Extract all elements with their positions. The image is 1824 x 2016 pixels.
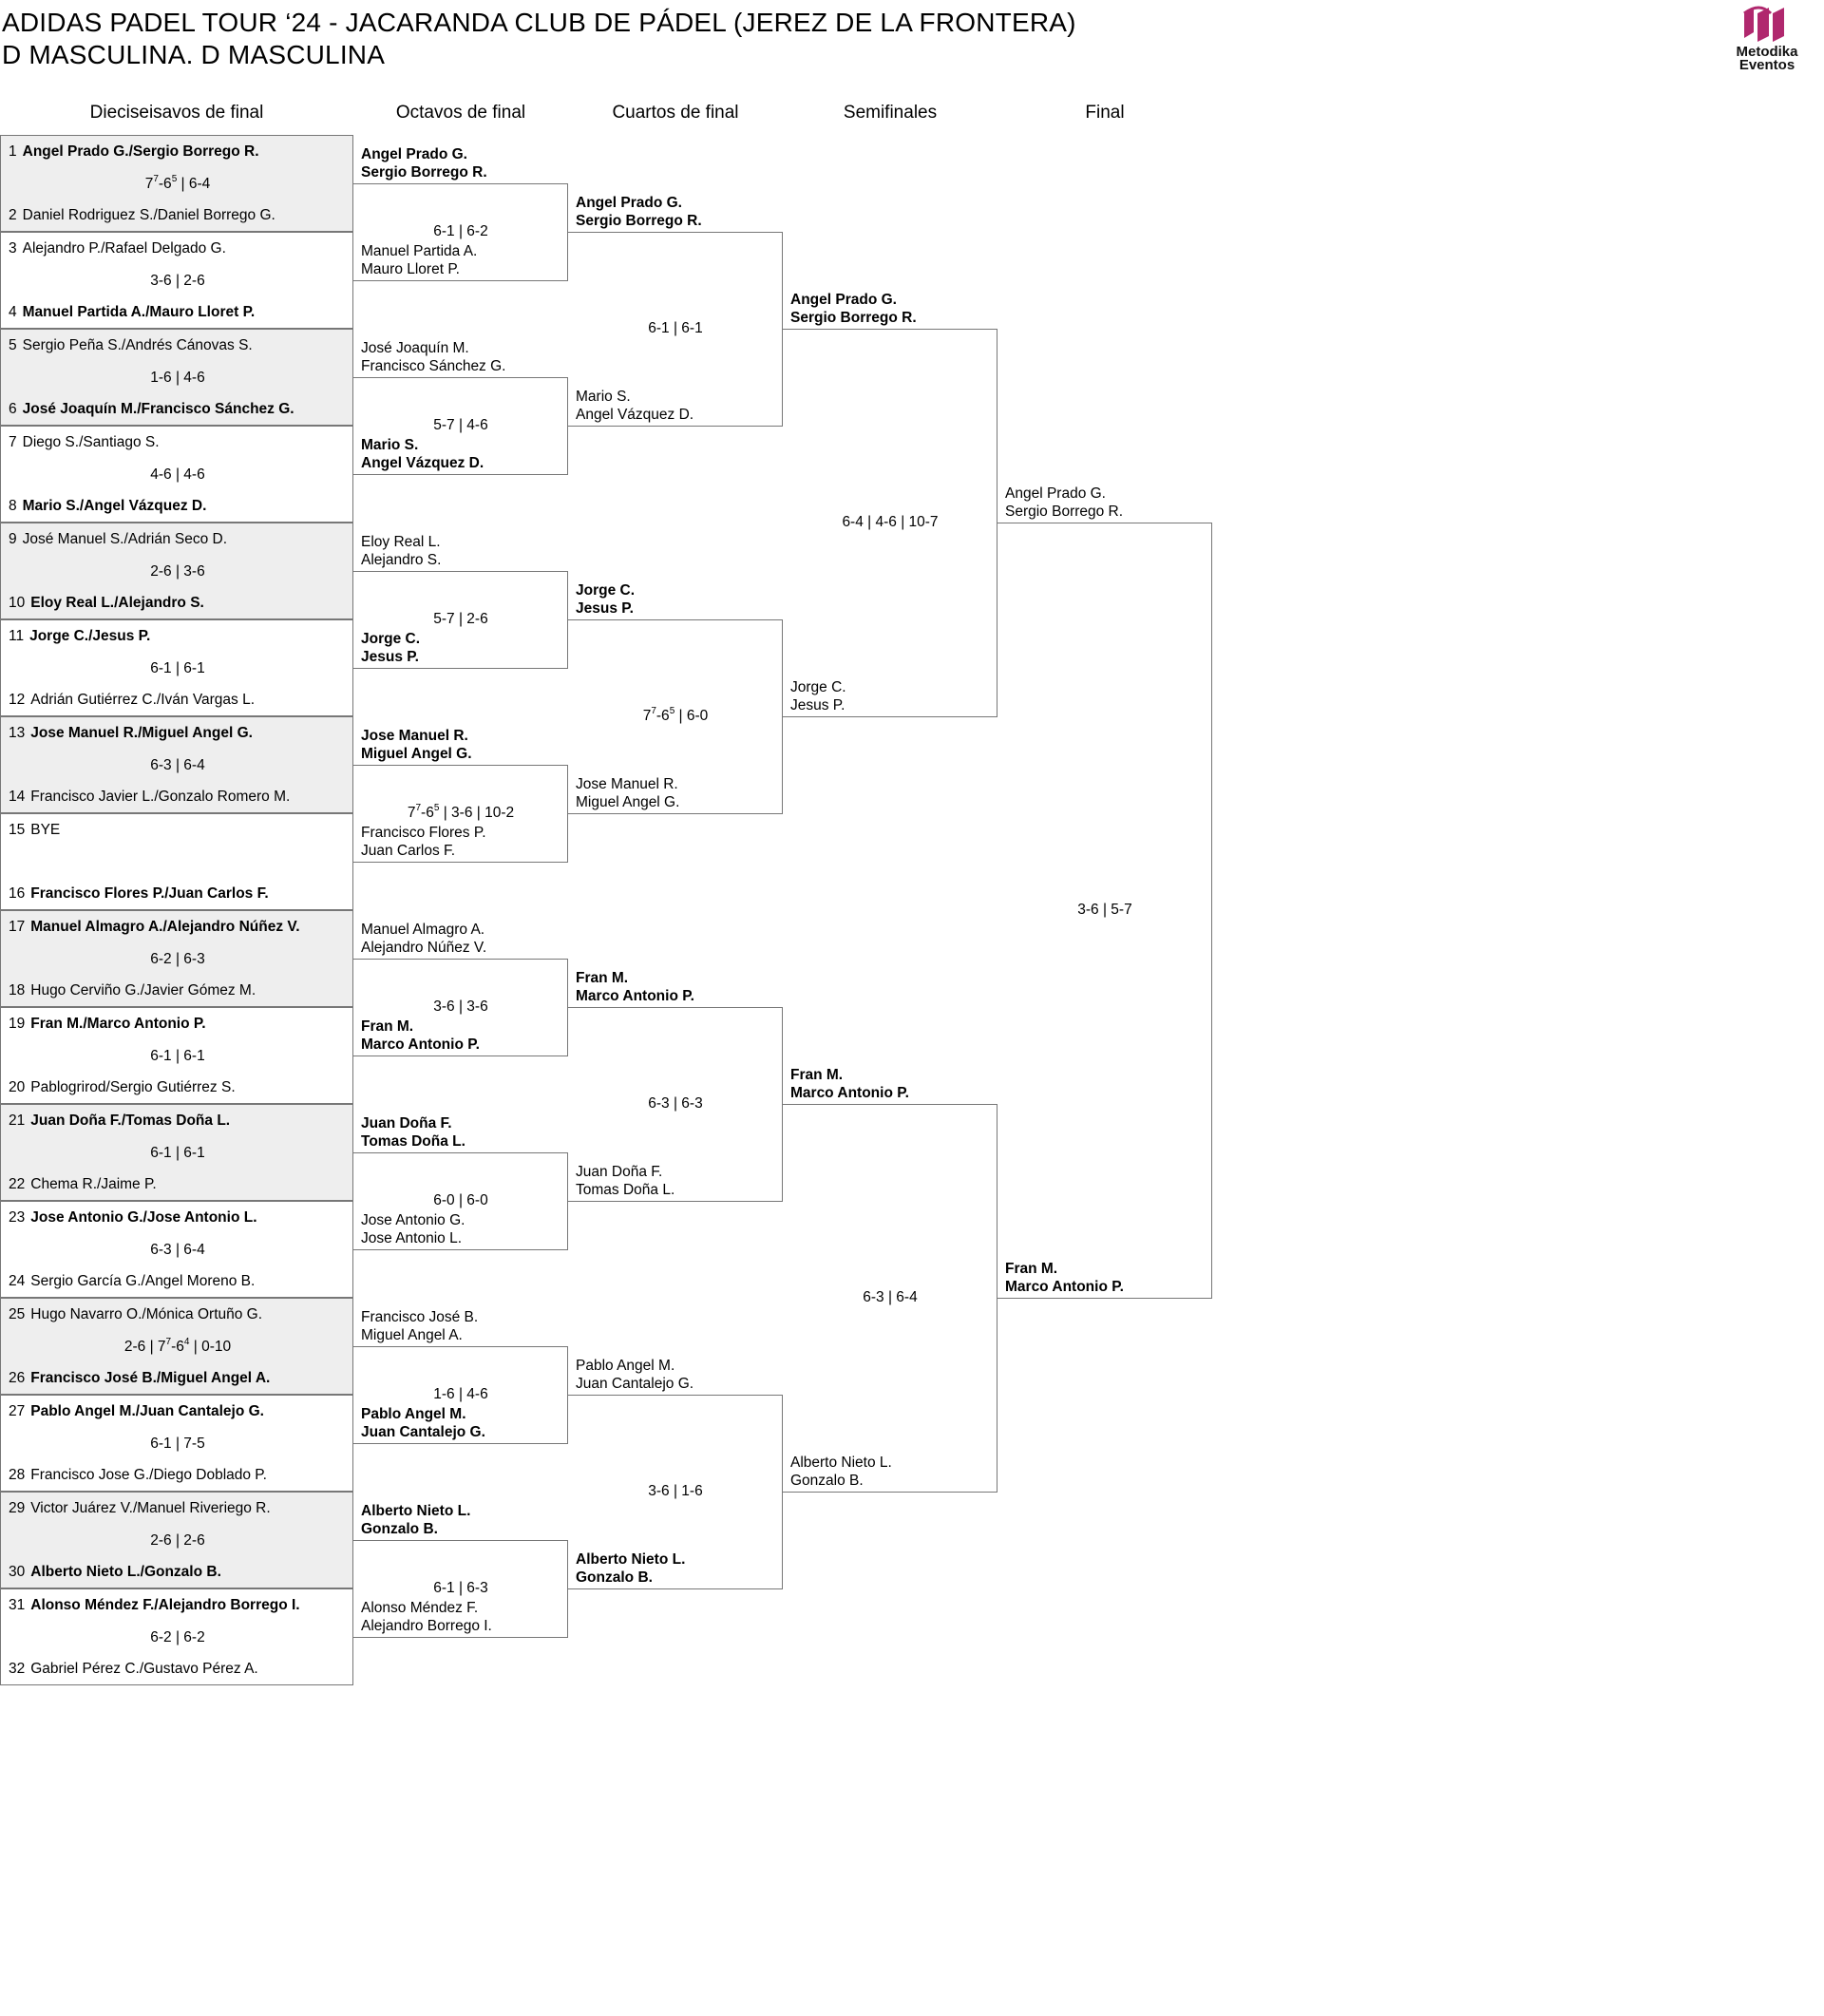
match-score: 6-1 | 6-1 (150, 1145, 205, 1161)
team-name[interactable]: Alejandro P./Rafael Delgado G. (22, 240, 226, 257)
match-r1-10 (0, 1007, 353, 1104)
team-top-line[interactable] (9, 240, 226, 257)
team-bottom-line[interactable] (9, 885, 269, 903)
team-name[interactable]: Mario S./Angel Vázquez D. (22, 498, 207, 514)
team-name[interactable]: Adrián Gutiérrez C./Iván Vargas L. (30, 692, 256, 708)
player-name[interactable]: Juan Doña F. (361, 1115, 452, 1132)
player-name[interactable]: Alejandro Borrego I. (361, 1618, 492, 1634)
player-name[interactable]: Sergio Borrego R. (1005, 504, 1124, 520)
round-header-5: Final (1085, 103, 1125, 123)
player-name[interactable]: José Joaquín M. (361, 340, 469, 356)
player-name[interactable]: Jose Manuel R. (576, 776, 678, 792)
seed-number: 29 (9, 1500, 26, 1516)
team-name[interactable]: Francisco Flores P./Juan Carlos F. (30, 885, 269, 902)
team-name[interactable]: Manuel Partida A./Mauro Lloret P. (22, 304, 256, 320)
player-name[interactable]: Juan Cantalejo G. (361, 1424, 485, 1440)
team-name[interactable]: Victor Juárez V./Manuel Riveriego R. (30, 1500, 271, 1516)
match-score-r2: 6-1 | 6-2 (433, 223, 488, 239)
seed-number: 9 (9, 531, 17, 547)
match-r1-12 (0, 1201, 353, 1298)
seed-number: 3 (9, 240, 17, 257)
player-name[interactable]: Gonzalo B. (790, 1473, 864, 1489)
match-score: 6-1 | 7-5 (150, 1436, 205, 1452)
team-top-line[interactable] (9, 725, 253, 742)
match-score-r4: 6-3 | 6-4 (863, 1289, 918, 1305)
match-r1-11 (0, 1104, 353, 1201)
match-r1-2 (0, 232, 353, 329)
seed-number: 22 (9, 1176, 26, 1192)
player-name[interactable]: Angel Vázquez D. (576, 407, 694, 423)
player-name[interactable]: Alejandro Núñez V. (361, 940, 487, 956)
match-score-r3: 6-1 | 6-1 (648, 320, 703, 336)
round-header-1: Dieciseisavos de final (89, 103, 264, 123)
match-score-r2: 5-7 | 4-6 (433, 417, 488, 433)
player-name[interactable]: Mario S. (576, 389, 631, 405)
player-name[interactable]: Pablo Angel M. (576, 1358, 675, 1374)
team-name[interactable]: Diego S./Santiago S. (22, 434, 160, 450)
team-top-line[interactable] (9, 531, 227, 548)
seed-number: 7 (9, 434, 17, 450)
team-top-r2[interactable] (361, 533, 441, 569)
team-bottom-line[interactable] (9, 595, 204, 612)
player-name[interactable]: Angel Vázquez D. (361, 455, 484, 471)
team-top-line[interactable] (9, 1209, 257, 1227)
player-name[interactable]: Pablo Angel M. (361, 1406, 466, 1422)
match-r1-9 (0, 910, 353, 1007)
team-top-r3[interactable] (576, 1357, 694, 1393)
team-top-line[interactable] (9, 628, 150, 645)
match-r1-4 (0, 426, 353, 523)
match-score: 2-6 | 2-6 (150, 1532, 205, 1549)
player-name[interactable]: Alonso Méndez F. (361, 1600, 479, 1616)
match-score-r4: 6-4 | 4-6 | 10-7 (842, 514, 939, 530)
team-name[interactable]: Francisco Jose G./Diego Doblado P. (30, 1467, 267, 1483)
team-top-r2[interactable] (361, 1502, 470, 1538)
player-name[interactable]: Fran M. (361, 1018, 414, 1035)
player-name[interactable]: Fran M. (1005, 1261, 1058, 1277)
team-top-line[interactable] (9, 822, 60, 839)
team-top-r3[interactable] (576, 194, 702, 230)
match-score: 3-6 | 2-6 (150, 273, 205, 289)
player-name[interactable]: Tomas Doña L. (361, 1133, 466, 1150)
player-name[interactable]: Juan Carlos F. (361, 843, 456, 859)
player-name[interactable]: Jose Antonio G. (361, 1212, 466, 1228)
match-score: $7^7-6^5$ | 6-4 (144, 173, 211, 192)
match-r1-15 (0, 1492, 353, 1588)
player-name[interactable]: Manuel Partida A. (361, 243, 478, 259)
team-bottom-line[interactable] (9, 401, 294, 418)
team-name[interactable]: Eloy Real L./Alejandro S. (30, 595, 204, 611)
team-top-line[interactable] (9, 1597, 300, 1614)
player-name[interactable]: Sergio Borrego R. (790, 310, 917, 326)
team-name[interactable]: Gabriel Pérez C./Gustavo Pérez A. (30, 1661, 258, 1677)
seed-number: 2 (9, 207, 17, 223)
match-score-r2: 3-6 | 3-6 (433, 998, 488, 1015)
team-top-line[interactable] (9, 143, 259, 161)
team-name[interactable]: Sergio García G./Angel Moreno B. (30, 1273, 256, 1289)
round-header-3: Cuartos de final (612, 103, 739, 123)
player-name[interactable]: Fran M. (576, 970, 629, 986)
team-bottom-line[interactable] (9, 789, 290, 806)
team-bottom-line[interactable] (9, 692, 255, 709)
team-top-line[interactable] (9, 1113, 230, 1130)
team-top-r2[interactable] (361, 145, 487, 181)
seed-number: 16 (9, 885, 26, 902)
match-r1-6 (0, 619, 353, 716)
match-score: 6-1 | 6-1 (150, 1048, 205, 1064)
player-name[interactable]: Angel Prado G. (790, 292, 897, 308)
seed-number: 4 (9, 304, 17, 320)
player-name[interactable]: Miguel Angel A. (361, 1327, 463, 1343)
team-top-r2[interactable] (361, 727, 472, 763)
player-name[interactable]: Sergio Borrego R. (576, 213, 702, 229)
player-name[interactable]: Alberto Nieto L. (790, 1455, 892, 1471)
team-top-r2[interactable] (361, 1308, 478, 1344)
round-header-4: Semifinales (843, 103, 938, 123)
seed-number: 23 (9, 1209, 26, 1226)
team-top-r3[interactable] (576, 581, 635, 618)
team-top-r2[interactable] (361, 1114, 466, 1151)
match-score: 6-3 | 6-4 (150, 757, 205, 773)
match-score: 6-3 | 6-4 (150, 1242, 205, 1258)
seed-number: 31 (9, 1597, 26, 1613)
match-score: 1-6 | 4-6 (150, 370, 205, 386)
team-name[interactable]: Manuel Almagro A./Alejandro Núñez V. (30, 919, 300, 935)
player-name[interactable]: Marco Antonio P. (361, 1037, 480, 1053)
team-name[interactable]: Fran M./Marco Antonio P. (30, 1016, 206, 1032)
team-name[interactable]: Angel Prado G./Sergio Borrego R. (22, 143, 259, 160)
team-name[interactable]: Alonso Méndez F./Alejandro Borrego I. (30, 1597, 300, 1613)
team-bottom-line[interactable] (9, 982, 256, 999)
team-top-r2[interactable] (361, 921, 486, 957)
logo-text-top: Metodika (1736, 44, 1798, 60)
seed-number: 28 (9, 1467, 26, 1483)
logo-text-bottom: Eventos (1738, 57, 1796, 73)
seed-number: 8 (9, 498, 17, 514)
player-name[interactable]: Fran M. (790, 1067, 844, 1083)
match-score-r5: 3-6 | 5-7 (1077, 902, 1132, 918)
team-name[interactable]: Juan Doña F./Tomas Doña L. (30, 1113, 231, 1129)
team-top-r3[interactable] (576, 969, 694, 1005)
player-name[interactable]: Manuel Almagro A. (361, 922, 485, 938)
seed-number: 17 (9, 919, 26, 935)
team-bottom-line[interactable] (9, 1467, 267, 1484)
team-name[interactable]: Sergio Peña S./Andrés Cánovas S. (22, 337, 253, 353)
match-r1-1 (0, 135, 353, 232)
match-score: 4-6 | 4-6 (150, 466, 205, 483)
player-name[interactable]: Gonzalo B. (576, 1569, 653, 1586)
player-name[interactable]: Tomas Doña L. (576, 1182, 675, 1198)
player-name[interactable]: Mauro Lloret P. (361, 261, 460, 277)
seed-number: 24 (9, 1273, 26, 1289)
seed-number: 20 (9, 1079, 26, 1095)
team-name[interactable]: Pablogrirod/Sergio Gutiérrez S. (30, 1079, 236, 1095)
team-bottom-line[interactable] (9, 304, 255, 321)
tournament-title: ADIDAS PADEL TOUR ‘24 - JACARANDA CLUB DE PÁDEL (JEREZ DE LA FRONTERA) (2, 8, 1076, 37)
seed-number: 12 (9, 692, 26, 708)
player-name[interactable]: Francisco Sánchez G. (361, 358, 506, 374)
team-top-line[interactable] (9, 337, 253, 354)
seed-number: 1 (9, 143, 17, 160)
player-name[interactable]: Jesus P. (790, 697, 846, 713)
seed-number: 14 (9, 789, 26, 805)
team-top-line[interactable] (9, 919, 300, 936)
player-name[interactable]: Mario S. (361, 437, 419, 453)
player-name[interactable]: Angel Prado G. (361, 146, 467, 162)
team-bottom-line[interactable] (9, 1273, 255, 1290)
player-name[interactable]: Jorge C. (576, 582, 636, 599)
match-score: 6-2 | 6-2 (150, 1629, 205, 1645)
seed-number: 26 (9, 1370, 26, 1386)
team-name[interactable]: Hugo Cerviño G./Javier Gómez M. (30, 982, 256, 998)
match-score-r2: 6-0 | 6-0 (433, 1192, 488, 1208)
team-name[interactable]: Jose Antonio G./Jose Antonio L. (30, 1209, 257, 1226)
team-name[interactable]: José Manuel S./Adrián Seco D. (22, 531, 228, 547)
seed-number: 25 (9, 1306, 26, 1322)
player-name[interactable]: Miguel Angel G. (361, 746, 472, 762)
team-top-line[interactable] (9, 1500, 271, 1517)
team-bottom-line[interactable] (9, 1079, 236, 1096)
player-name[interactable]: Jorge C. (790, 679, 846, 695)
player-name[interactable]: Gonzalo B. (361, 1521, 438, 1537)
match-r1-8 (0, 813, 353, 910)
team-bottom-line[interactable] (9, 1176, 157, 1193)
team-name[interactable]: Francisco Javier L./Gonzalo Romero M. (30, 789, 291, 805)
match-score-r2: 6-1 | 6-3 (433, 1580, 488, 1596)
player-name[interactable]: Jesus P. (576, 600, 634, 617)
team-bottom-line[interactable] (9, 207, 276, 224)
player-name[interactable]: Sergio Borrego R. (361, 164, 487, 181)
team-top-r4[interactable] (790, 291, 917, 327)
player-name[interactable]: Jesus P. (361, 649, 419, 665)
player-name[interactable]: Angel Prado G. (1005, 485, 1106, 502)
player-name[interactable]: Alejandro S. (361, 552, 442, 568)
team-top-line[interactable] (9, 1403, 264, 1420)
team-name[interactable]: Chema R./Jaime P. (30, 1176, 157, 1192)
seed-number: 15 (9, 822, 26, 838)
player-name[interactable]: Alberto Nieto L. (361, 1503, 471, 1519)
team-top-r4[interactable] (790, 1066, 909, 1102)
player-name[interactable]: Marco Antonio P. (1005, 1279, 1124, 1295)
seed-number: 5 (9, 337, 17, 353)
match-score-r2: 1-6 | 4-6 (433, 1386, 488, 1402)
player-name[interactable]: Francisco Flores P. (361, 825, 486, 841)
player-name[interactable]: Juan Doña F. (576, 1164, 663, 1180)
player-name[interactable]: Miguel Angel G. (576, 794, 680, 810)
team-name[interactable]: BYE (30, 822, 61, 838)
team-top-line[interactable] (9, 1306, 262, 1323)
player-name[interactable]: Alberto Nieto L. (576, 1551, 686, 1568)
player-name[interactable]: Eloy Real L. (361, 534, 441, 550)
match-r1-14 (0, 1395, 353, 1492)
team-name[interactable]: Francisco José B./Miguel Angel A. (30, 1370, 271, 1386)
team-name[interactable]: Daniel Rodriguez S./Daniel Borrego G. (22, 207, 276, 223)
team-top-r2[interactable] (361, 339, 505, 375)
player-name[interactable]: Jorge C. (361, 631, 421, 647)
team-name[interactable]: Hugo Navarro O./Mónica Ortuño G. (30, 1306, 263, 1322)
team-bottom-line[interactable] (9, 1564, 221, 1581)
seed-number: 32 (9, 1661, 26, 1677)
match-score-r2: 5-7 | 2-6 (433, 611, 488, 627)
team-top-line[interactable] (9, 1016, 206, 1033)
player-name[interactable]: Jose Manuel R. (361, 728, 468, 744)
seed-number: 19 (9, 1016, 26, 1032)
player-name[interactable]: Francisco José B. (361, 1309, 479, 1325)
team-name[interactable]: Jorge C./Jesus P. (29, 628, 151, 644)
team-name[interactable]: Jose Manuel R./Miguel Angel G. (30, 725, 253, 741)
round-header-2: Octavos de final (395, 103, 526, 123)
seed-number: 10 (9, 595, 26, 611)
match-score-r3: 3-6 | 1-6 (648, 1483, 703, 1499)
team-name[interactable]: Pablo Angel M./Juan Cantalejo G. (30, 1403, 264, 1419)
player-name[interactable]: Angel Prado G. (576, 195, 682, 211)
match-r1-13 (0, 1298, 353, 1395)
match-score: 2-6 | 3-6 (150, 563, 205, 580)
team-top-r5[interactable] (1005, 485, 1123, 521)
player-name[interactable]: Marco Antonio P. (790, 1085, 909, 1101)
team-bottom-line[interactable] (9, 1370, 270, 1387)
match-score: 6-1 | 6-1 (150, 660, 205, 676)
team-bottom-line[interactable] (9, 498, 206, 515)
player-name[interactable]: Marco Antonio P. (576, 988, 694, 1004)
team-name[interactable]: Alberto Nieto L./Gonzalo B. (30, 1564, 221, 1580)
seed-number: 11 (9, 628, 25, 644)
match-score-r2: $7^7-6^5$ | 3-6 | 10-2 (407, 802, 515, 821)
player-name[interactable]: Jose Antonio L. (361, 1230, 462, 1246)
player-name[interactable]: Juan Cantalejo G. (576, 1376, 694, 1392)
seed-number: 18 (9, 982, 26, 998)
match-score: 2-6 | $7^7-6^4$ | 0-10 (124, 1336, 232, 1355)
seed-number: 13 (9, 725, 26, 741)
match-r1-3 (0, 329, 353, 426)
seed-number: 27 (9, 1403, 26, 1419)
team-name[interactable]: José Joaquín M./Francisco Sánchez G. (22, 401, 294, 417)
seed-number: 6 (9, 401, 17, 417)
match-score-r3: $7^7-6^5$ | 6-0 (642, 705, 709, 724)
seed-number: 30 (9, 1564, 26, 1580)
team-top-line[interactable] (9, 434, 160, 451)
match-r1-7 (0, 716, 353, 813)
category-title: D MASCULINA. D MASCULINA (2, 40, 386, 69)
match-r1-16 (0, 1588, 353, 1685)
match-score-r3: 6-3 | 6-3 (648, 1095, 703, 1112)
match-score: 6-2 | 6-3 (150, 951, 205, 967)
seed-number: 21 (9, 1113, 26, 1129)
team-bottom-line[interactable] (9, 1661, 258, 1678)
match-r1-5 (0, 523, 353, 619)
